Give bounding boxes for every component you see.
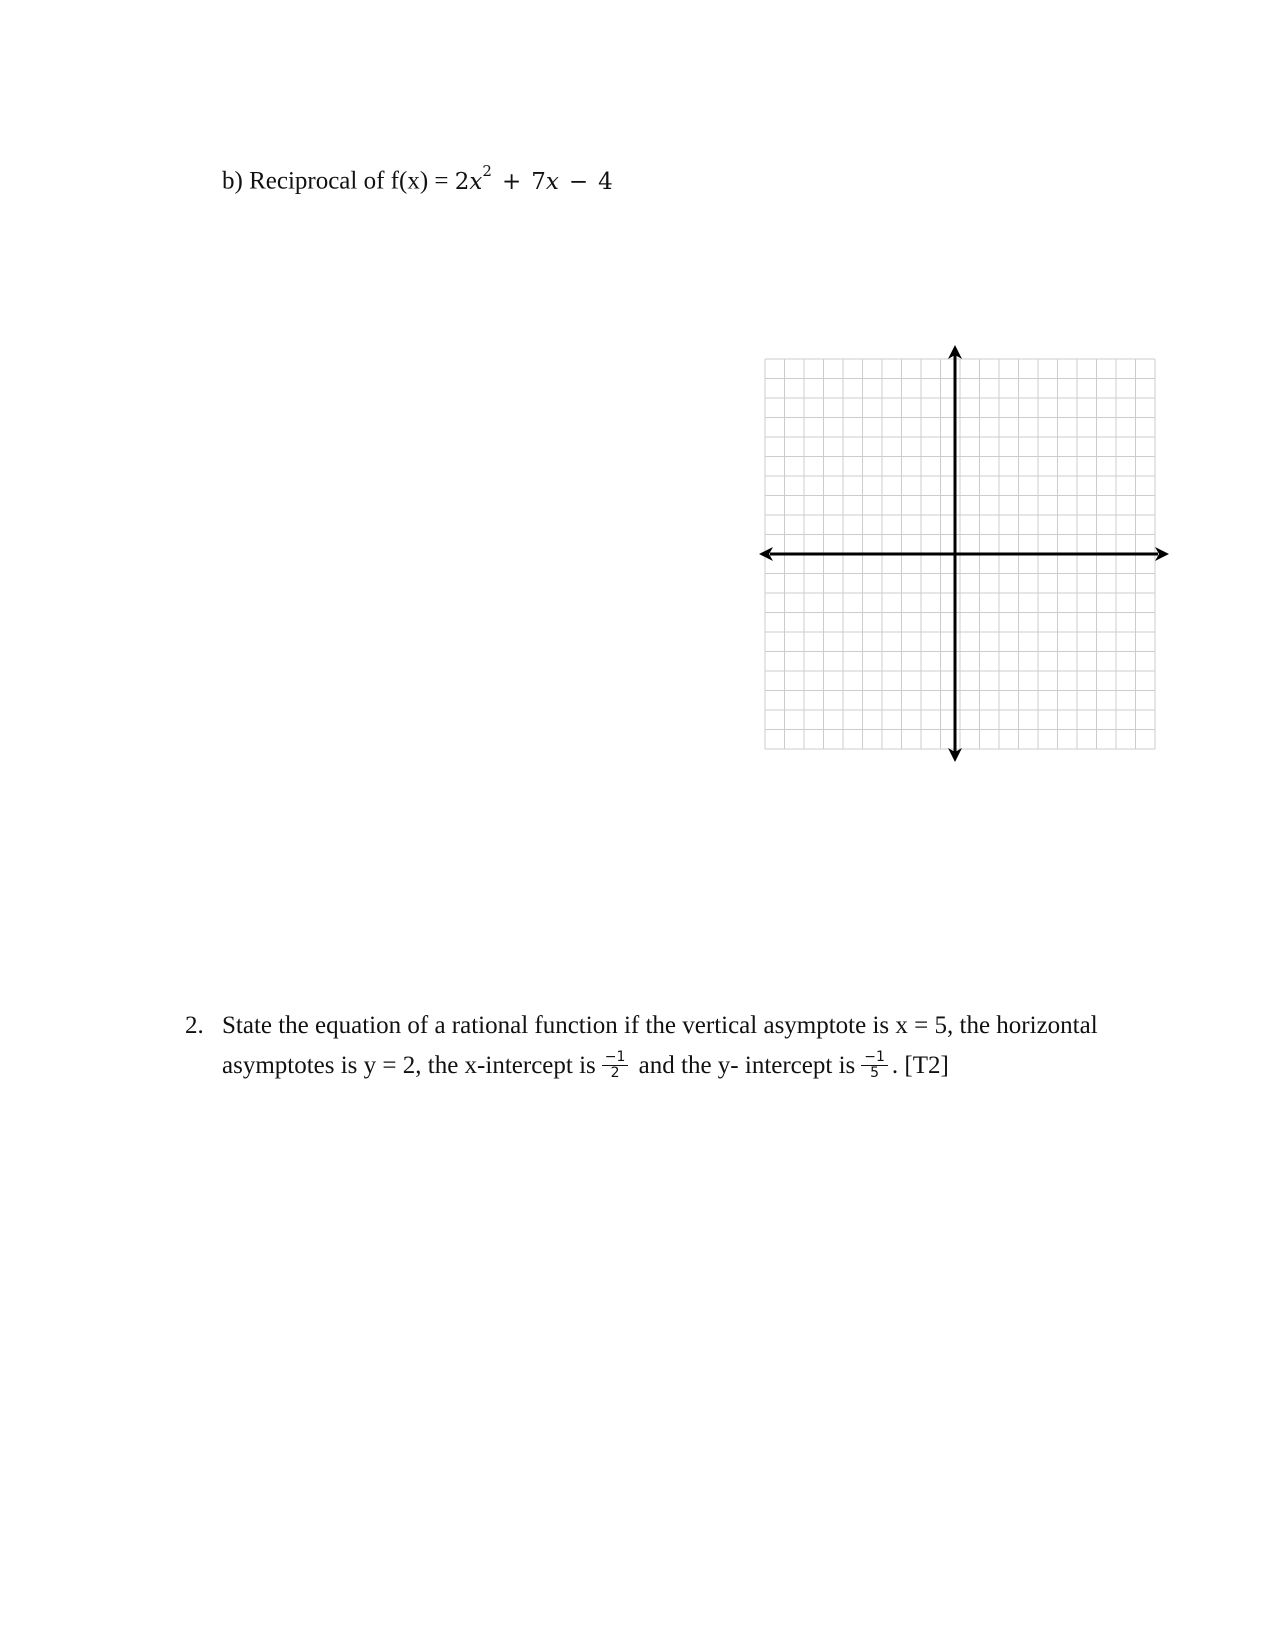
coordinate-grid: [755, 345, 1175, 765]
part-b-label: b) Reciprocal of f(x) =: [222, 167, 449, 195]
minus-sign: −: [568, 168, 589, 195]
constant-term: 4: [598, 168, 613, 195]
y-intercept-denominator: 5: [870, 1064, 880, 1081]
question-2-number: 2.: [185, 1012, 204, 1039]
question-2-line-2-mid: and the y- intercept is: [638, 1052, 856, 1079]
plus-sign: +: [501, 168, 522, 195]
question-2-line-1: State the equation of a rational function if the vertical asymptote is x = 5, the horizontal: [222, 1012, 1098, 1039]
question-2-line-2: [222, 1048, 949, 1083]
part-b-heading: [222, 160, 613, 197]
y-intercept-numerator: −1: [861, 1050, 888, 1066]
coefficient-b: 7: [531, 168, 546, 195]
exponent: 2: [482, 162, 492, 180]
variable-x: x: [469, 168, 483, 195]
x-axis: [759, 547, 1169, 561]
coefficient-a: 2: [454, 168, 470, 195]
x-intercept-denominator: 2: [610, 1064, 620, 1081]
question-2-line-2-end: . [T2]: [891, 1052, 949, 1079]
x-intercept-numerator: −1: [602, 1050, 629, 1066]
question-2-line-2-start: asymptotes is y = 2, the x-intercept is: [222, 1052, 596, 1079]
function-expression: [454, 162, 613, 195]
y-intercept-fraction: [861, 1050, 888, 1081]
x-intercept-fraction: [602, 1050, 629, 1081]
variable-x-2: x: [545, 168, 559, 195]
